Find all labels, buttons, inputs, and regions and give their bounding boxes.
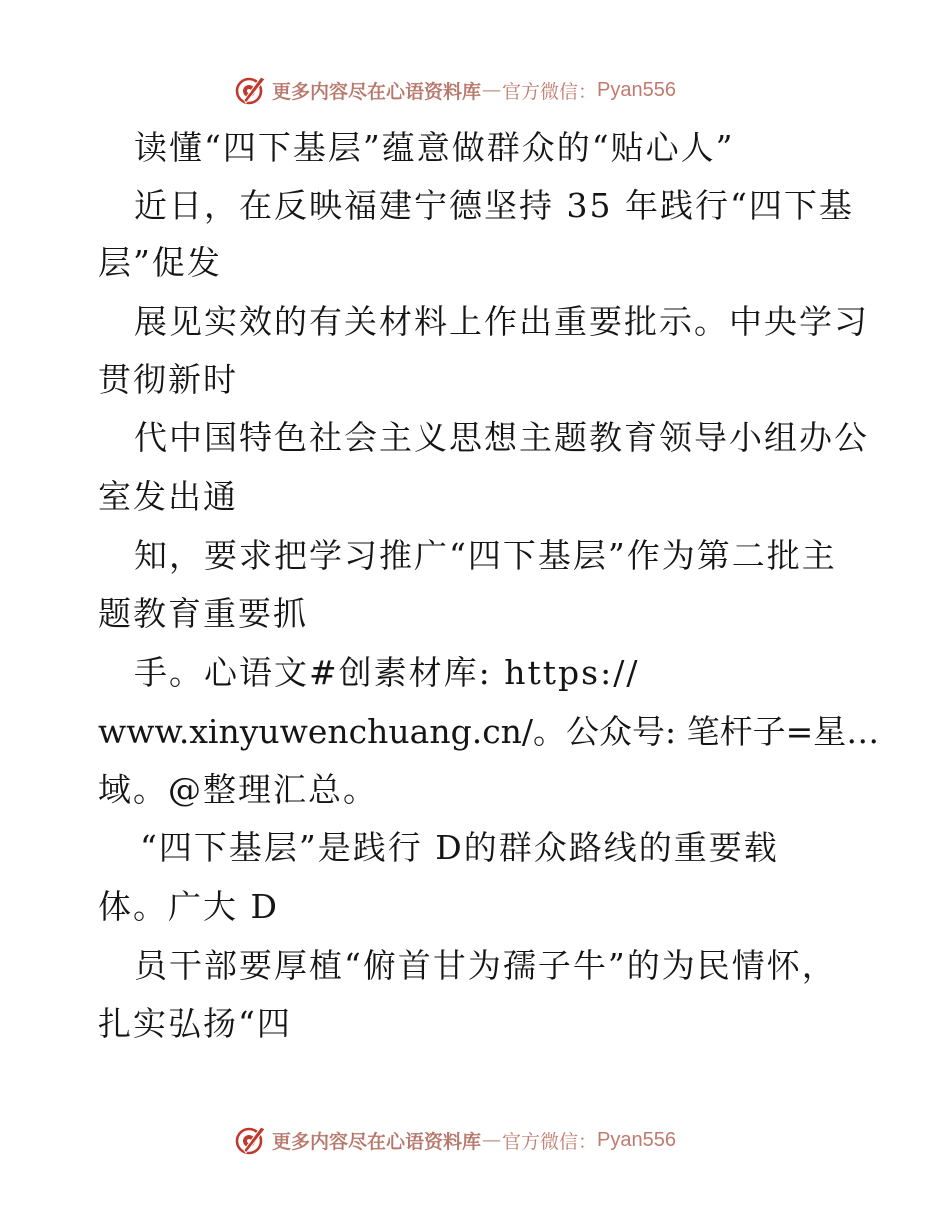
header-slogan: 更多内容尽在心语资料库 <box>272 80 482 103</box>
header-contact-label: 官方微信： <box>502 80 598 103</box>
text-line: 室发出通 <box>98 477 238 516</box>
footer-contact-id: Pyan556 <box>597 1128 676 1151</box>
text-line: 域。@整理汇总。 <box>98 770 378 809</box>
text-line: 近日，在反映福建宁德坚持 35 年践行“四下基 <box>134 186 854 225</box>
pen-nib-logo-icon <box>234 1123 268 1157</box>
header-watermark <box>0 70 950 110</box>
text-line: 代中国特色社会主义思想主题教育领导小组办公 <box>134 418 869 457</box>
footer-dash: — <box>482 1129 502 1151</box>
header-watermark-content <box>234 70 676 110</box>
footer-slogan: 更多内容尽在心语资料库 <box>272 1130 482 1153</box>
text-line: 手。心语文#创素材库: https:// <box>134 653 640 692</box>
text-line: “四下基层”是践行 D的群众路线的重要载 <box>140 828 779 867</box>
text-line: 展见实效的有关材料上作出重要批示。中央学习 <box>134 302 869 341</box>
document-title: 读懂“四下基层”蕴意做群众的“贴心人” <box>134 128 735 167</box>
text-line-url: www.xinyuwenchuang.cn/。公众号: 笔杆子=星… <box>98 712 880 751</box>
header-dash: — <box>482 79 502 101</box>
footer-watermark-content <box>234 1120 676 1160</box>
header-contact-id: Pyan556 <box>597 78 676 101</box>
footer-contact-label: 官方微信： <box>502 1130 598 1153</box>
pen-nib-logo-icon <box>234 73 268 107</box>
text-line: 体。广大 D <box>98 887 279 926</box>
text-line: 贯彻新时 <box>98 360 238 399</box>
footer-watermark <box>0 1120 950 1160</box>
text-line: 扎实弘扬“四 <box>98 1004 292 1043</box>
text-line: 知，要求把学习推广“四下基层”作为第二批主 <box>134 536 837 575</box>
text-line: 题教育重要抓 <box>98 594 308 633</box>
text-line: 员干部要厚植“俯首甘为孺子牛”的为民情怀， <box>134 946 837 985</box>
text-line: 层”促发 <box>98 243 222 282</box>
